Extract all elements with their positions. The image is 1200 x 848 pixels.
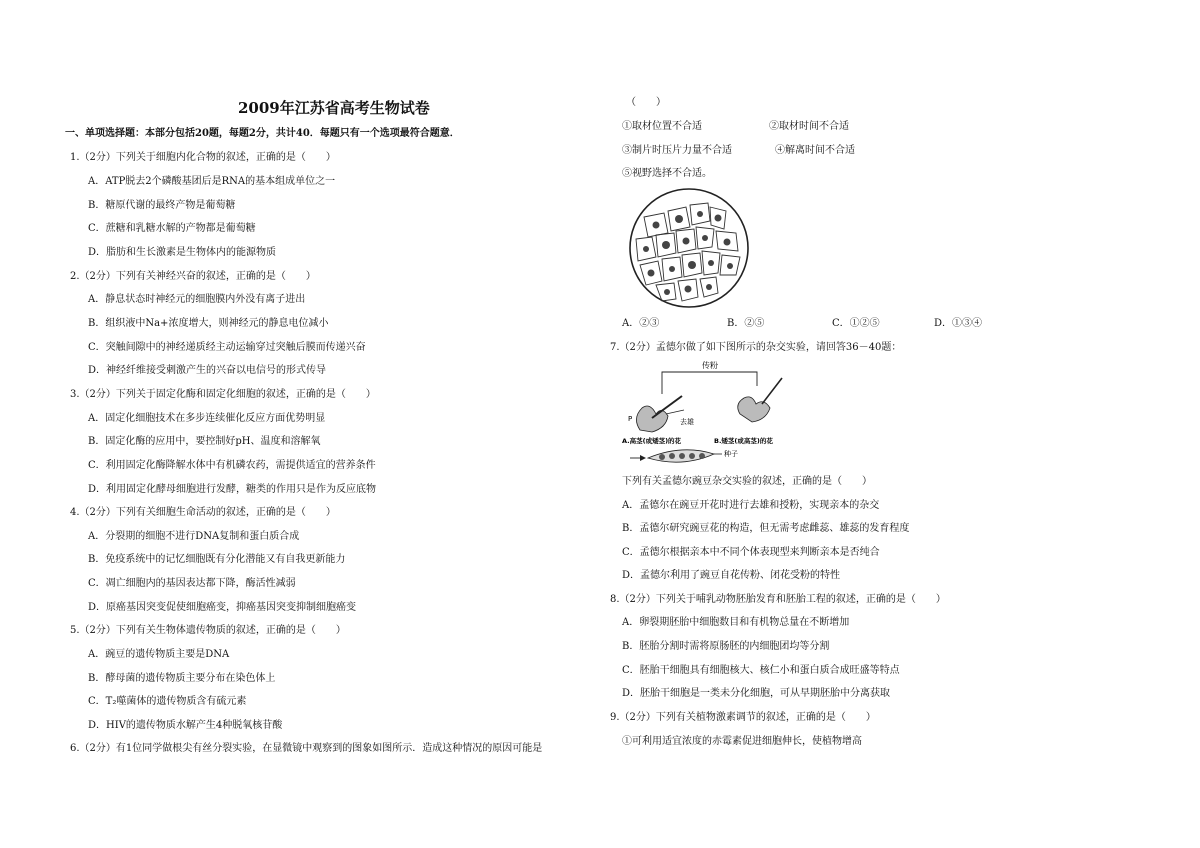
q5-option-c: C．T₂噬菌体的遗传物质含有硫元素 [88, 696, 247, 707]
q4-option-a: A．分裂期的细胞不进行DNA复制和蛋白质合成 [88, 531, 300, 542]
q5-option-a: A．豌豆的遗传物质主要是DNA [88, 649, 230, 660]
q6-item-2: ②取材时间不合适 [769, 121, 849, 132]
q4-option-d: D．原癌基因突变促使细胞癌变，抑癌基因突变抑制细胞癌变 [88, 602, 357, 613]
q6-option-b: B．②⑤ [727, 318, 765, 329]
q6-option-a: A．②③ [622, 318, 660, 329]
q5-option-d: D．HIV的遗传物质水解产生4种脱氧核苷酸 [88, 720, 283, 731]
q8-option-b: B．胚胎分割时需将原肠胚的内细胞团均等分割 [622, 641, 830, 652]
fig-label-flower-b: B.矮茎(或高茎)的花 [714, 437, 773, 445]
question-9-stem: 9.（2分）下列有关植物激素调节的叙述，正确的是（ ） [610, 712, 876, 723]
question-1-stem: 1.（2分）下列关于细胞内化合物的叙述，正确的是（ ） [70, 152, 336, 163]
microscope-field-figure [626, 187, 752, 309]
q5-option-b: B．酵母菌的遗传物质主要分布在染色体上 [88, 673, 276, 684]
q3-option-a: A．固定化细胞技术在多步连续催化反应方面优势明显 [88, 413, 326, 424]
q7-option-a: A．孟德尔在豌豆开花时进行去雄和授粉，实现亲本的杂交 [622, 500, 880, 511]
question-4-stem: 4.（2分）下列有关细胞生命活动的叙述，正确的是（ ） [70, 507, 336, 518]
q1-option-d: D．脂肪和生长激素是生物体内的能源物质 [88, 247, 277, 258]
q8-option-d: D．胚胎干细胞是一类未分化细胞，可从早期胚胎中分离获取 [622, 688, 891, 699]
q4-option-c: C．凋亡细胞内的基因表达都下降，酶活性减弱 [88, 578, 296, 589]
q1-option-a: A．ATP脱去2个磷酸基团后是RNA的基本组成单位之一 [88, 176, 336, 187]
question-8-stem: 8.（2分）下列关于哺乳动物胚胎发育和胚胎工程的叙述，正确的是（ ） [610, 594, 946, 605]
q4-option-b: B．免疫系统中的记忆细胞既有分化潜能又有自我更新能力 [88, 554, 346, 565]
question-5-stem: 5.（2分）下列有关生物体遗传物质的叙述，正确的是（ ） [70, 625, 346, 636]
question-2-stem: 2.（2分）下列有关神经兴奋的叙述，正确的是（ ） [70, 271, 316, 282]
q8-option-c: C．胚胎干细胞具有细胞核大、核仁小和蛋白质合成旺盛等特点 [622, 665, 900, 676]
q3-option-c: C．利用固定化酶降解水体中有机磷农药，需提供适宜的营养条件 [88, 460, 376, 471]
fig-label-p: P [628, 415, 633, 423]
q6-option-c: C．①②⑤ [832, 318, 880, 329]
page-title: 2009年江苏省高考生物试卷 [238, 99, 430, 117]
q1-option-b: B．糖原代谢的最终产物是葡萄糖 [88, 200, 236, 211]
fig-label-flower-a: A.高茎(或矮茎)的花 [622, 437, 682, 445]
q2-option-c: C．突触间隙中的神经递质经主动运输穿过突触后膜而传递兴奋 [88, 342, 366, 353]
q1-option-c: C．蔗糖和乳糖水解的产物都是葡萄糖 [88, 223, 256, 234]
q6-answer-blank: （ ） [626, 97, 666, 108]
q2-option-d: D．神经纤维接受刺激产生的兴奋以电信号的形式传导 [88, 365, 327, 376]
question-6-stem: 6.（2分）有1位同学做根尖有丝分裂实验，在显微镜中观察到的图象如图所示．造成这种情况的原因可能是 [70, 743, 543, 754]
q2-option-b: B．组织液中Na+浓度增大，则神经元的静息电位减小 [88, 318, 329, 329]
q3-option-d: D．利用固定化酵母细胞进行发酵，糖类的作用只是作为反应底物 [88, 484, 377, 495]
section-heading: 一、单项选择题：本部分包括20题，每题2分，共计40．每题只有一个选项最符合题意． [65, 128, 460, 139]
q7-option-c: C．孟德尔根据亲本中不同个体表现型来判断亲本是否纯合 [622, 547, 880, 558]
pea-cross-figure [622, 358, 794, 468]
q9-item-1: ①可利用适宜浓度的赤霉素促进细胞伸长，使植物增高 [622, 736, 862, 747]
fig-label-seed: 种子 [724, 450, 738, 458]
q6-item-3: ③制片时压片力量不合适 [622, 145, 732, 156]
q7-option-b: B．孟德尔研究豌豆花的构造，但无需考虑雌蕊、雄蕊的发育程度 [622, 523, 910, 534]
q3-option-b: B．固定化酶的应用中，要控制好pH、温度和溶解氧 [88, 436, 321, 447]
q7-sub-stem: 下列有关孟德尔豌豆杂交实验的叙述，正确的是（ ） [622, 476, 872, 487]
q7-option-d: D．孟德尔利用了豌豆自花传粉、闭花受粉的特性 [622, 570, 841, 581]
q8-option-a: A．卵裂期胚胎中细胞数目和有机物总量在不断增加 [622, 617, 850, 628]
question-3-stem: 3.（2分）下列关于固定化酶和固定化细胞的叙述，正确的是（ ） [70, 389, 376, 400]
q6-item-5: ⑤视野选择不合适。 [622, 168, 712, 179]
q6-item-1: ①取材位置不合适 [622, 121, 702, 132]
q6-item-4: ④解离时间不合适 [775, 145, 855, 156]
q6-option-d: D．①③④ [934, 318, 983, 329]
question-7-stem: 7.（2分）孟德尔做了如下图所示的杂交实验，请回答36－40题： [610, 342, 902, 353]
q2-option-a: A．静息状态时神经元的细胞膜内外没有离子进出 [88, 294, 306, 305]
fig-label-castrate: 去雄 [680, 418, 694, 426]
fig-label-pollination: 传粉 [702, 361, 718, 370]
